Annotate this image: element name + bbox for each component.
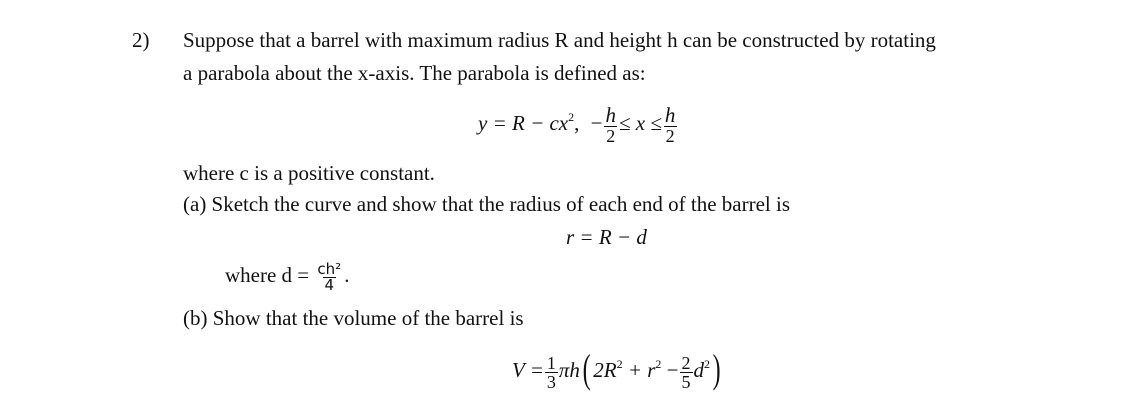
d-den: 4 [324, 275, 335, 294]
eq-exp: 2 [568, 110, 575, 124]
eq-minus: − [590, 111, 603, 135]
v-lhs: V = [512, 358, 544, 382]
v-term1-exp: 2 [616, 357, 623, 371]
v-frac2-num: 2 [681, 352, 691, 373]
frac-left-num: h [605, 103, 616, 128]
parabola-equation [478, 93, 678, 153]
v-left-paren: ( [582, 346, 591, 392]
v-d-exp: 2 [704, 357, 710, 371]
volume-formula [512, 338, 723, 402]
where-c-text: where c is a positive constant. [183, 161, 435, 185]
v-frac-den: 3 [546, 371, 556, 392]
v-minus: − [666, 358, 679, 382]
part-b-text: (b) Show that the volume of the barrel is [183, 306, 524, 330]
v-frac2-den: 5 [681, 371, 691, 392]
eq-frac-right [663, 105, 678, 145]
problem-number: 2) [132, 28, 150, 52]
frac-right-den: 2 [665, 126, 675, 147]
where-d-period: . [344, 263, 350, 287]
frac-right-num: h [664, 103, 676, 128]
v-r-exp: 2 [655, 357, 662, 371]
v-term1: 2R [593, 358, 617, 382]
d-fraction [315, 259, 343, 294]
frac-left-den: 2 [606, 126, 616, 147]
v-frac-two-fifths [680, 354, 693, 391]
v-frac-third [545, 354, 558, 391]
intro-line-2: a parabola about the x-axis. The parabola is defined as: [183, 61, 646, 85]
eq-comma: , [574, 111, 580, 135]
intro-line-1: Suppose that a barrel with maximum radius R and height h can be constructed by rotating [183, 28, 936, 52]
eq-frac-left [603, 105, 618, 145]
where-d-prefix: where d = [225, 263, 310, 287]
v-pi-h: πh [558, 358, 580, 382]
v-plus-r: + r [627, 358, 656, 382]
d-num: ch² [317, 259, 342, 278]
part-a-text: (a) Sketch the curve and show that the radius of each end of the barrel is [183, 192, 791, 216]
v-frac-num: 1 [546, 352, 556, 373]
v-right-paren: ) [712, 346, 721, 392]
v-d: d [693, 358, 704, 382]
eq-lhs: y = R − cx [478, 111, 569, 135]
part-a-where-d [225, 251, 349, 299]
part-a-formula: r = R − d [566, 225, 647, 249]
eq-ineq: ≤ x ≤ [618, 111, 662, 135]
